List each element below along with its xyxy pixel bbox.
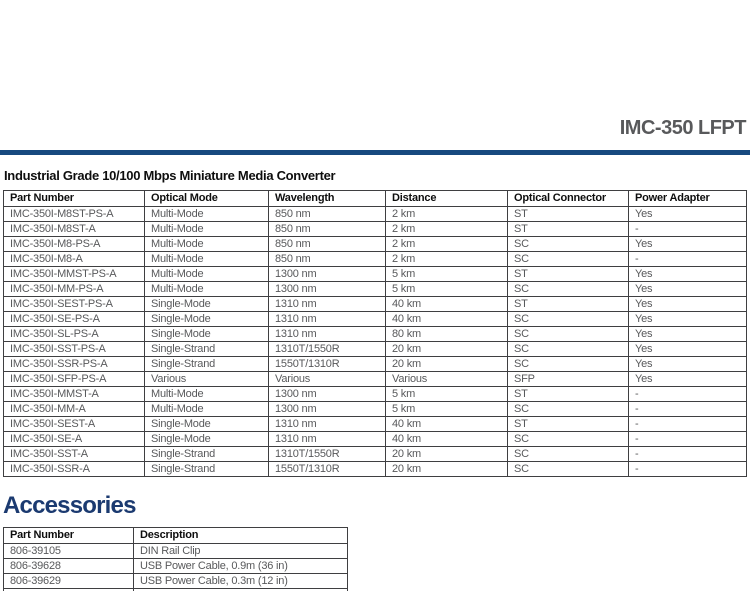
table-cell: SFP [508,372,629,387]
table-cell: Single-Mode [145,432,269,447]
table-cell: 1310 nm [269,312,386,327]
table-row [4,252,747,267]
table-cell: 1300 nm [269,267,386,282]
table-cell: 850 nm [269,207,386,222]
table-cell: Various [386,372,508,387]
page-title: IMC-350 LFPT [619,117,746,139]
table-cell: SC [508,312,629,327]
table-cell: SC [508,357,629,372]
table-row [4,297,747,312]
table-cell: 2 km [386,207,508,222]
table-cell: ST [508,222,629,237]
table-cell: 1310 nm [269,327,386,342]
table-row [4,387,747,402]
table-cell: IMC-350I-SL-PS-A [4,327,145,342]
table-cell: - [629,432,747,447]
table-cell: IMC-350I-SST-PS-A [4,342,145,357]
table-cell: IMC-350I-SSR-PS-A [4,357,145,372]
table-cell: 5 km [386,402,508,417]
table-cell: Single-Strand [145,462,269,477]
table-row [4,544,348,559]
table-header-row [4,191,747,207]
table-cell: 1310 nm [269,417,386,432]
table-cell: IMC-350I-M8-PS-A [4,237,145,252]
table-row [4,447,747,462]
table-cell: Multi-Mode [145,252,269,267]
table-cell: 806-39628 [4,559,134,574]
table-cell: 2 km [386,237,508,252]
column-header: Part Number [4,528,134,544]
table-cell: USB Power Cable, 0.3m (12 in) [134,574,348,589]
table-cell: Yes [629,282,747,297]
table-cell: - [629,387,747,402]
table-cell: 5 km [386,267,508,282]
table-cell: DIN Rail Clip [134,544,348,559]
table-cell: IMC-350I-M8ST-PS-A [4,207,145,222]
table-row [4,417,747,432]
table-cell: Multi-Mode [145,387,269,402]
table-row [4,372,747,387]
table-cell: Yes [629,207,747,222]
table-cell: SC [508,342,629,357]
table-row [4,207,747,222]
product-specs-table [3,190,747,477]
column-header: Distance [386,191,508,207]
table-cell: Multi-Mode [145,267,269,282]
table-cell: 850 nm [269,222,386,237]
accessories-table [3,527,348,591]
table-header-row [4,528,348,544]
table-cell: 1300 nm [269,282,386,297]
table-cell: SC [508,252,629,267]
table-cell: Yes [629,297,747,312]
table-cell: IMC-350I-M8ST-A [4,222,145,237]
table-cell: 2 km [386,252,508,267]
table-row [4,357,747,372]
table-cell: Yes [629,312,747,327]
column-header: Optical Connector [508,191,629,207]
table-cell: Yes [629,237,747,252]
table-cell: Yes [629,327,747,342]
table-cell: - [629,252,747,267]
table-cell: 806-39105 [4,544,134,559]
table-cell: IMC-350I-SFP-PS-A [4,372,145,387]
column-header: Optical Mode [145,191,269,207]
table-cell: 1550T/1310R [269,357,386,372]
table-cell: Yes [629,372,747,387]
table-cell: 5 km [386,387,508,402]
table-cell: SC [508,402,629,417]
table-cell: 40 km [386,417,508,432]
table-cell: Various [145,372,269,387]
table-cell: ST [508,267,629,282]
column-header: Wavelength [269,191,386,207]
table-cell: ST [508,297,629,312]
table-cell: 1300 nm [269,387,386,402]
table-row [4,267,747,282]
table-cell: - [629,447,747,462]
table-cell: Multi-Mode [145,282,269,297]
table-cell: Yes [629,267,747,282]
table-cell: SC [508,237,629,252]
table-cell: IMC-350I-MM-PS-A [4,282,145,297]
table-cell: IMC-350I-MMST-PS-A [4,267,145,282]
table-cell: IMC-350I-SE-PS-A [4,312,145,327]
table-cell: Yes [629,342,747,357]
table-cell: 80 km [386,327,508,342]
table-cell: - [629,402,747,417]
table-cell: - [629,462,747,477]
table-cell: 20 km [386,357,508,372]
table-cell: Multi-Mode [145,207,269,222]
table-cell: 1310 nm [269,432,386,447]
column-header: Part Number [4,191,145,207]
table-row [4,342,747,357]
table-cell: 40 km [386,297,508,312]
table-cell: IMC-350I-SST-A [4,447,145,462]
table-row [4,574,348,589]
table-cell: 5 km [386,282,508,297]
section-title: Industrial Grade 10/100 Mbps Miniature Media Converter [4,168,336,183]
table-cell: Various [269,372,386,387]
table-cell: 850 nm [269,237,386,252]
table-cell: Single-Mode [145,417,269,432]
column-header: Description [134,528,348,544]
table-cell: Multi-Mode [145,402,269,417]
table-cell: 1310T/1550R [269,342,386,357]
table-cell: IMC-350I-MM-A [4,402,145,417]
table-cell: 20 km [386,342,508,357]
column-header: Power Adapter [629,191,747,207]
table-row [4,282,747,297]
table-cell: Single-Mode [145,297,269,312]
table-cell: 40 km [386,312,508,327]
table-cell: Multi-Mode [145,237,269,252]
table-cell: ST [508,207,629,222]
table-cell: 1550T/1310R [269,462,386,477]
table-row [4,462,747,477]
table-cell: IMC-350I-SEST-A [4,417,145,432]
table-cell: SC [508,282,629,297]
table-cell: 2 km [386,222,508,237]
table-cell: 20 km [386,447,508,462]
table-cell: Single-Mode [145,327,269,342]
table-cell: Single-Strand [145,342,269,357]
table-row [4,222,747,237]
table-row [4,432,747,447]
table-cell: Single-Mode [145,312,269,327]
table-row [4,312,747,327]
table-cell: ST [508,417,629,432]
header-divider-rule [0,150,750,155]
table-cell: Yes [629,357,747,372]
table-cell: 20 km [386,462,508,477]
table-cell: - [629,222,747,237]
table-row [4,237,747,252]
table-cell: IMC-350I-MMST-A [4,387,145,402]
table-cell: 40 km [386,432,508,447]
table-row [4,402,747,417]
table-cell: SC [508,432,629,447]
table-row [4,327,747,342]
table-cell: IMC-350I-M8-A [4,252,145,267]
table-row [4,559,348,574]
table-cell: IMC-350I-SEST-PS-A [4,297,145,312]
table-cell: 850 nm [269,252,386,267]
table-cell: Multi-Mode [145,222,269,237]
table-cell: SC [508,447,629,462]
table-cell: SC [508,462,629,477]
table-cell: SC [508,327,629,342]
table-cell: ST [508,387,629,402]
table-cell: 1300 nm [269,402,386,417]
table-cell: Single-Strand [145,357,269,372]
table-cell: - [629,417,747,432]
table-cell: IMC-350I-SSR-A [4,462,145,477]
table-cell: Single-Strand [145,447,269,462]
table-cell: IMC-350I-SE-A [4,432,145,447]
table-cell: 1310 nm [269,297,386,312]
table-cell: 806-39629 [4,574,134,589]
table-cell: 1310T/1550R [269,447,386,462]
table-cell: USB Power Cable, 0.9m (36 in) [134,559,348,574]
accessories-heading: Accessories [3,492,136,519]
